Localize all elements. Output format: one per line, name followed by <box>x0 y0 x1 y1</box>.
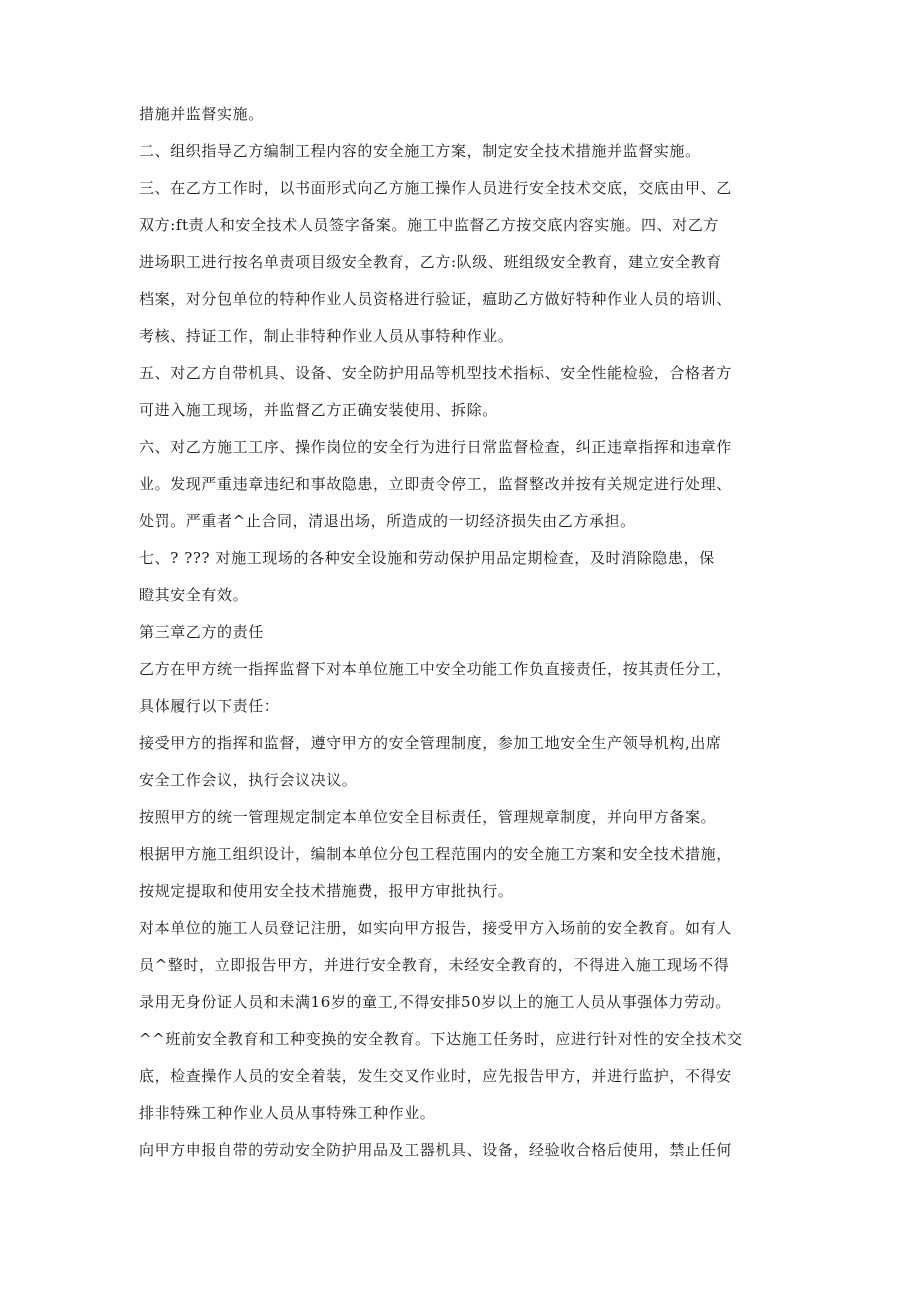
text-line: 瞪其安全有效。 <box>139 586 249 604</box>
text-line: 员^整时，立即报告甲方，并进行安全教育，未经安全教育的，不得进入施工现场不得 <box>139 956 730 974</box>
text-line: 措施并监督实施。 <box>139 105 264 123</box>
chapter-heading: 第三章乙方的责任 <box>139 623 264 641</box>
document-body <box>139 102 799 1175</box>
text-line: 向甲方申报自带的劳动安全防护用品及工器机具、设备，经验收合格后使用，禁止任何 <box>139 1141 732 1159</box>
text-line: 底，检查操作人员的安全着装，发生交叉作业时，应先报告甲方，并进行监护，不得安 <box>139 1067 732 1085</box>
text-line: 根据甲方施工组织设计，编制本单位分包工程范围内的安全施工方案和安全技术措施， <box>139 845 732 863</box>
text-line: 乙方在甲方统一指挥监督下对本单位施工中安全功能工作负直接责任，按其责任分工， <box>139 660 732 678</box>
text-line: ^^班前安全教育和工种变换的安全教育。下达施工任务时，应进行针对性的安全技术交 <box>139 1030 743 1048</box>
text-line: 安全工作会议，执行会议决议。 <box>139 771 358 789</box>
text-line: 七、? ??? 对施工现场的各种安全设施和劳动保护用品定期检查，及时消除隐患，保 <box>139 549 715 567</box>
text-line: 考核、持证工作，制止非特种作业人员从事特种作业。 <box>139 327 514 345</box>
text-line: 业。发现严重违章违纪和事故隐患，立即责令停工，监督整改并按有关规定进行处理、 <box>139 475 732 493</box>
text-line: 处罚。严重者^止合同，清退出场，所造成的一切经济损失由乙方承担。 <box>139 512 636 530</box>
text-line: 排非特殊工种作业人员从事特殊工种作业。 <box>139 1104 436 1122</box>
text-line: 录用无身份证人员和未满16岁的童工,不得安排50岁以上的施工人员从事强体力劳动。 <box>139 993 731 1011</box>
text-line: 三、在乙方工作时，以书面形式向乙方施工操作人员进行安全技术交底，交底由甲、乙 <box>139 179 732 197</box>
text-line: 二、组织指导乙方编制工程内容的安全施工方案，制定安全技术措施并监督实施。 <box>139 142 701 160</box>
text-line: 档案，对分包单位的特种作业人员资格进行验证，瘟助乙方做好特种作业人员的培训、 <box>139 290 732 308</box>
text-line: 六、对乙方施工工序、操作岗位的安全行为进行日常监督检查，纠正违章指挥和违章作 <box>139 438 732 456</box>
text-line: 具体履行以下责任： <box>139 697 280 715</box>
text-line: 进场职工进行按名单责项目级安全教育，乙方:队级、班组级安全教育，建立安全教育 <box>139 253 722 271</box>
text-line: 可进入施工现场，并监督乙方正确安装使用、拆除。 <box>139 401 498 419</box>
text-line: 对本单位的施工人员登记注册，如实向甲方报告，接受甲方入场前的安全教育。如有人 <box>139 919 732 937</box>
text-line: 双方:ft责人和安全技术人员签字备案。施工中监督乙方按交底内容实施。四、对乙方 <box>139 216 720 234</box>
text-line: 按照甲方的统一管理规定制定本单位安全目标责任，管理规章制度，并向甲方备案。 <box>139 808 717 826</box>
text-line: 按规定提取和使用安全技术措施费，报甲方审批执行。 <box>139 882 514 900</box>
text-line: 五、对乙方自带机具、设备、安全防护用品等机型技术指标、安全性能检验，合格者方 <box>139 364 732 382</box>
text-line: 接受甲方的指挥和监督，遵守甲方的安全管理制度，参加工地安全生产领导机构,出席 <box>139 734 722 752</box>
